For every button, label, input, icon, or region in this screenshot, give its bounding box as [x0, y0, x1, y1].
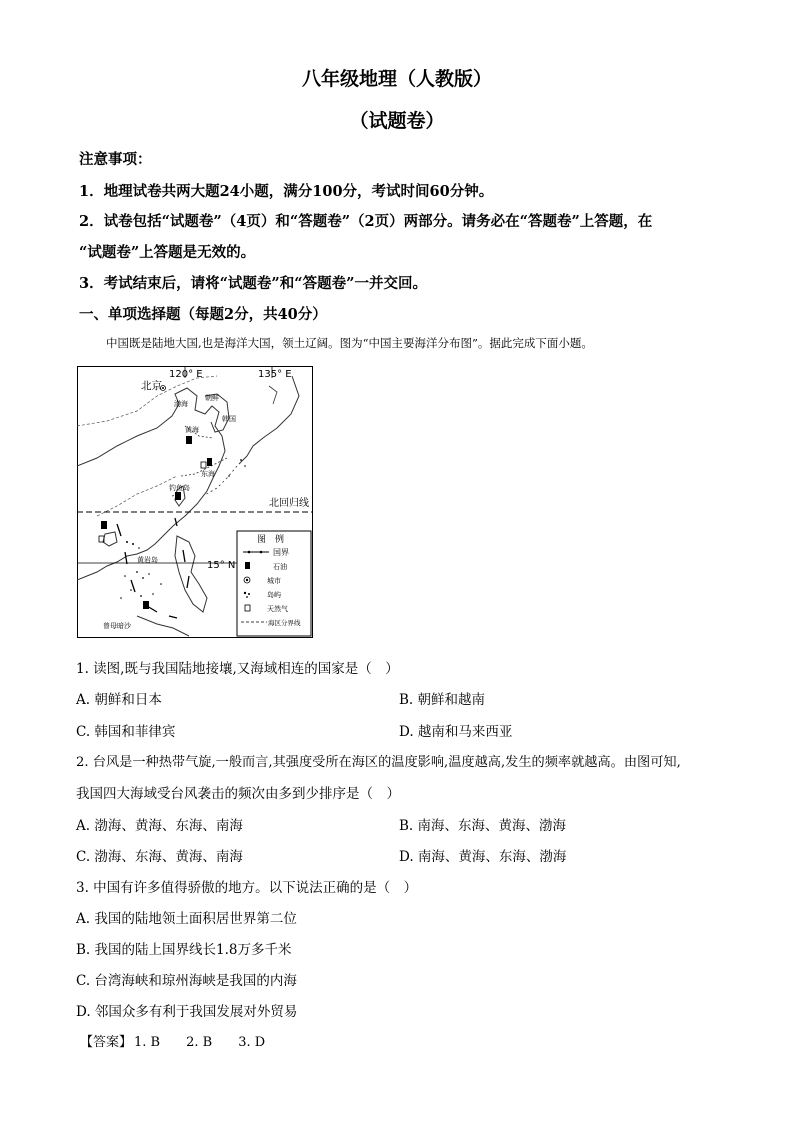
question-1-option-c: C. 韩国和菲律宾 — [76, 724, 176, 740]
question-1-option-a: A. 朝鲜和日本 — [76, 692, 162, 708]
map-label-bohai: 渤海 — [174, 400, 188, 408]
question-3-option-b: B. 我国的陆上国界线长1.8万多千米 — [76, 942, 292, 958]
note-item-1: 1．地理试卷共两大题24小题，满分100分，考试时间60分钟。 — [79, 183, 494, 200]
answer-3: 3. D — [238, 1035, 266, 1050]
page-subtitle: （试题卷） — [349, 110, 445, 132]
map-label-donghai: 东海 — [201, 470, 215, 478]
question-1-option-b: B. 朝鲜和越南 — [399, 692, 486, 708]
note-item-2-line1: 2．试卷包括“试题卷”（4页）和“答题卷”（2页）两部分。请务必在“答题卷”上答题，在 — [79, 213, 653, 230]
question-2-option-d: D. 南海、黄海、东海、渤海 — [399, 849, 567, 865]
legend-title: 图 例 — [257, 535, 285, 545]
section1-heading: 一、单项选择题（每题2分，共40分） — [79, 306, 327, 323]
map-label-chaoxian: 朝鲜 — [205, 394, 219, 402]
legend-boundary: 海区分界线 — [268, 619, 301, 627]
question-3-stem: 3. 中国有许多值得骄傲的地方。以下说法正确的是（ ） — [76, 880, 418, 896]
answer-1: 1. B — [134, 1035, 161, 1050]
map-label-zengmuansha: 曾母暗沙 — [103, 622, 131, 630]
note-item-2-line2: “试题卷”上答题是无效的。 — [79, 244, 256, 261]
question-1-stem: 1. 读图,既与我国陆地接壤,又海域相连的国家是（ ） — [76, 661, 399, 677]
question-2-stem-line1: 2. 台风是一种热带气旋,一般而言,其强度受所在海区的温度影响,温度越高,发生的频率就越高。由图可知, — [76, 755, 681, 770]
map-label-diaoyudao: 钓鱼岛 — [169, 484, 190, 492]
map-label-15n: 15° N — [207, 560, 236, 571]
page-title: 八年级地理（人教版） — [301, 68, 492, 90]
map-legend — [237, 531, 311, 636]
answer-label: 【答案】 — [80, 1035, 133, 1050]
map-label-tropic: 北回归线 — [269, 498, 309, 509]
legend-gas: 天然气 — [267, 605, 288, 613]
map-label-120e: 120° E — [169, 369, 203, 380]
question-3-option-d: D. 邻国众多有利于我国发展对外贸易 — [76, 1004, 298, 1020]
section1-intro: 中国既是陆地大国,也是海洋大国，领土辽阔。图为“中国主要海洋分布图”。据此完成下面小题。 — [106, 336, 593, 350]
question-1-option-d: D. 越南和马来西亚 — [399, 724, 513, 740]
legend-border: 国界 — [273, 548, 289, 557]
map-label-beijing: 北京 — [141, 380, 162, 392]
question-2-option-b: B. 南海、东海、黄海、渤海 — [399, 818, 567, 834]
question-2-option-c: C. 渤海、东海、黄海、南海 — [76, 849, 243, 865]
legend-island: 岛屿 — [267, 591, 281, 599]
question-2-stem-line2: 我国四大海域受台风袭击的频次由多到少排序是（ ） — [76, 786, 400, 802]
legend-oil: 石油 — [273, 563, 287, 571]
question-2-option-a: A. 渤海、黄海、东海、南海 — [76, 818, 243, 834]
map-label-huanghai: 黄海 — [185, 426, 199, 434]
note-item-3: 3．考试结束后，请将“试题卷”和“答题卷”一并交回。 — [79, 275, 427, 292]
question-3-option-c: C. 台湾海峡和琼州海峡是我国的内海 — [76, 973, 297, 989]
map-label-huangyandao: 黄岩岛 — [137, 556, 158, 564]
answer-2: 2. B — [186, 1035, 213, 1050]
legend-city: 城市 — [267, 577, 281, 585]
map-label-135e: 135° E — [258, 369, 292, 380]
notes-heading: 注意事项： — [79, 151, 152, 168]
question-3-option-a: A. 我国的陆地领土面积居世界第二位 — [76, 911, 297, 927]
answer-line — [80, 1031, 291, 1050]
china-sea-map — [77, 366, 313, 638]
map-label-hanguo: 韩国 — [222, 415, 236, 423]
